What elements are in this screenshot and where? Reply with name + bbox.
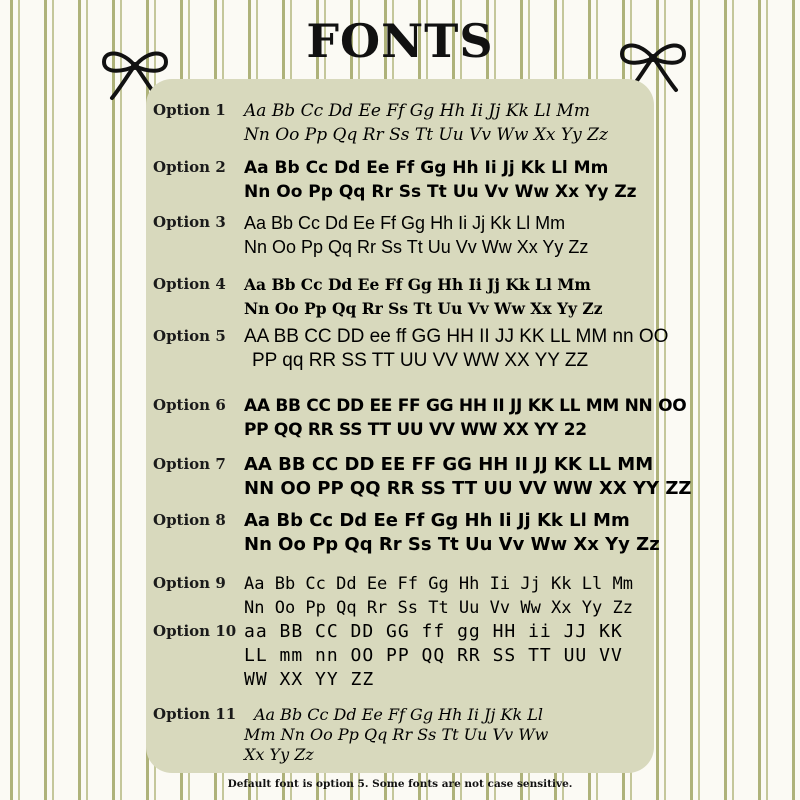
option-label: Option 7 (153, 455, 226, 473)
option-label: Option 3 (153, 213, 226, 231)
sample-line: Aa Bb Cc Dd Ee Ff Gg Hh Ii Jj Kk Ll Mm (244, 275, 591, 294)
sample-line: PP QQ RR SS TT UU VV WW XX YY 22 (244, 420, 587, 440)
sample-line: AA BB CC DD EE FF GG HH II JJ KK LL MM (244, 454, 654, 475)
sample-line: Aa Bb Cc Dd Ee Ff Gg Hh Ii Jj Kk Ll Mm (244, 510, 630, 531)
option-label: Option 10 (153, 622, 237, 640)
font-sample (244, 211, 588, 259)
option-label: Option 6 (153, 396, 226, 414)
font-sample (244, 273, 603, 321)
sample-line: AA BB CC DD EE FF GG HH II JJ KK LL MM NN OO (244, 396, 687, 416)
page-title: FONTS (306, 14, 494, 68)
sample-line: Nn Oo Pp Qq Rr Ss Tt Uu Vv Ww Xx Yy Zz (244, 534, 660, 555)
font-sample (244, 99, 608, 147)
sample-line: Aa Bb Cc Dd Ee Ff Gg Hh Ii Jj Kk Ll Mm (244, 574, 633, 594)
font-sample (244, 453, 691, 501)
font-sample (244, 325, 668, 373)
option-label: Option 8 (153, 511, 226, 529)
option-label: Option 2 (153, 158, 226, 176)
sample-line: Aa Bb Cc Dd Ee Ff Gg Hh Ii Jj Kk Ll Mm (244, 158, 609, 178)
sample-line: PP qq RR SS TT UU VV WW XX YY ZZ (252, 350, 589, 371)
sample-line: LL mm nn OO PP QQ RR SS TT UU VV (244, 645, 623, 666)
sample-line: AA BB CC DD ee ff GG HH II JJ KK LL MM nn OO (244, 326, 669, 347)
font-sample (244, 705, 548, 765)
sample-line: Nn Oo Pp Qq Rr Ss Tt Uu Vv Ww Xx Yy Zz (244, 598, 633, 618)
option-label: Option 1 (153, 101, 226, 119)
sample-line: Aa Bb Cc Dd Ee Ff Gg Hh Ii Jj Kk Ll Mm (244, 213, 566, 233)
font-sample (244, 156, 637, 204)
font-sample (244, 572, 633, 620)
font-options-panel (146, 79, 692, 773)
font-sample (244, 394, 686, 442)
sample-line: WW XX YY ZZ (244, 669, 375, 690)
sample-line: Nn Oo Pp Qq Rr Ss Tt Uu Vv Ww Xx Yy Zz (244, 125, 608, 145)
option-label: Option 11 (153, 705, 237, 723)
sample-line: Aa Bb Cc Dd Ee Ff Gg Hh Ii Jj Kk Ll Mm (244, 101, 590, 121)
sample-line: Nn Oo Pp Qq Rr Ss Tt Uu Vv Ww Xx Yy Zz (244, 237, 589, 257)
sample-line: Mm Nn Oo Pp Qq Rr Ss Tt Uu Vv Ww (244, 725, 549, 744)
sample-line: Nn Oo Pp Qq Rr Ss Tt Uu Vv Ww Xx Yy Zz (244, 182, 637, 202)
footer-note: Default font is option 5. Some fonts are not case sensitive. (227, 778, 573, 790)
font-sample (244, 620, 623, 692)
option-label: Option 5 (153, 327, 226, 345)
sample-line: Nn Oo Pp Qq Rr Ss Tt Uu Vv Ww Xx Yy Zz (244, 299, 603, 318)
sample-line: NN OO PP QQ RR SS TT UU VV WW XX YY ZZ (244, 478, 692, 499)
sample-line: aa BB CC DD GG ff gg HH ii JJ KK (244, 621, 623, 642)
font-sample (244, 509, 660, 557)
option-label: Option 9 (153, 574, 226, 592)
sample-line: Aa Bb Cc Dd Ee Ff Gg Hh Ii Jj Kk Ll (254, 705, 543, 724)
option-label: Option 4 (153, 275, 226, 293)
sample-line: Xx Yy Zz (244, 745, 314, 764)
